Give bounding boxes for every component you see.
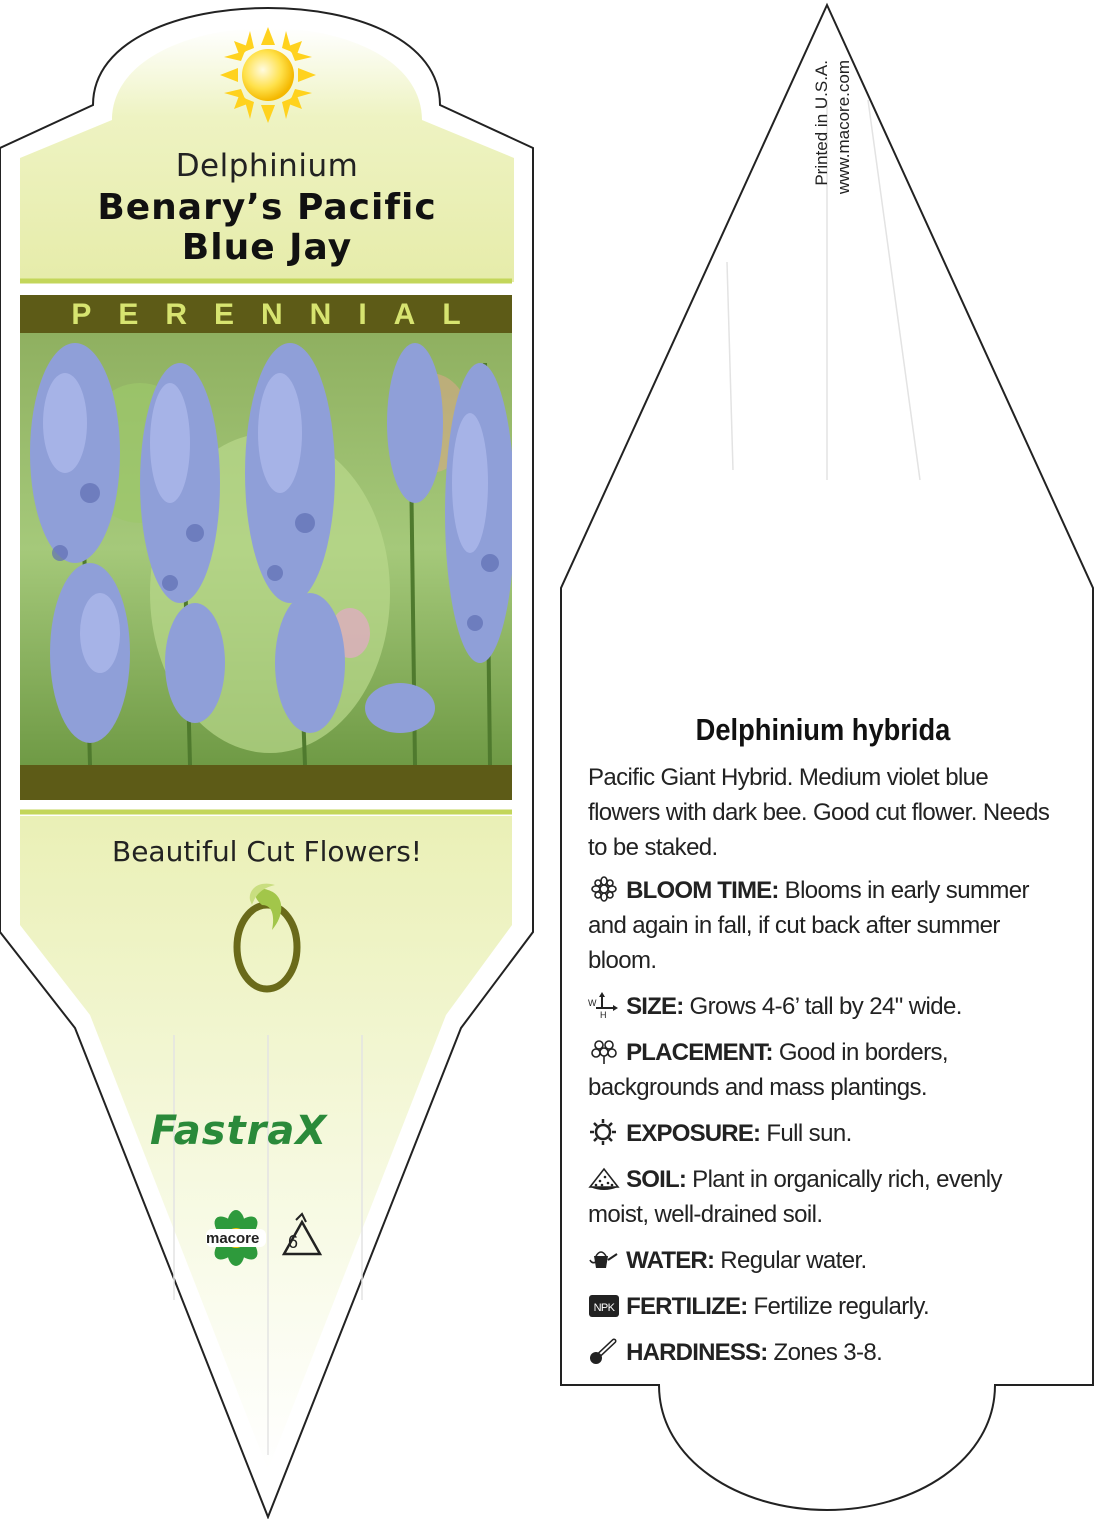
- size-icon-w: W: [588, 998, 596, 1008]
- front-genus: Delphinium: [175, 148, 359, 184]
- care-label: HARDINESS:: [626, 1339, 768, 1366]
- front-variety-name: [20, 188, 514, 268]
- category-label: PERENNIAL: [71, 298, 488, 331]
- size-icon: [588, 992, 620, 1018]
- care-exposure: [588, 1116, 1058, 1151]
- printed-in-text: Printed in U.S.A.: [812, 60, 831, 186]
- macore-logo-text: macore: [206, 1230, 260, 1247]
- care-label: FERTILIZE:: [626, 1293, 748, 1320]
- watering-can-icon: [588, 1246, 620, 1272]
- flower-icon: [588, 876, 620, 902]
- care-text: Zones 3-8.: [773, 1339, 883, 1366]
- thermometer-icon: [588, 1338, 620, 1364]
- care-bloom-time: [588, 873, 1058, 978]
- front-variety-line1: Benary’s Pacific: [97, 187, 437, 228]
- npk-icon: [588, 1292, 620, 1318]
- care-text: Fertilize regularly.: [753, 1293, 930, 1320]
- care-label: WATER:: [626, 1247, 715, 1274]
- care-label: PLACEMENT:: [626, 1039, 773, 1066]
- care-label: BLOOM TIME:: [626, 877, 779, 904]
- soil-icon: [588, 1165, 620, 1191]
- care-water: [588, 1243, 1058, 1278]
- care-fertilize: [588, 1289, 1058, 1324]
- flower-photo: [20, 333, 512, 765]
- front-tagline: Beautiful Cut Flowers!: [111, 835, 423, 868]
- npk-text: NPK: [593, 1302, 615, 1314]
- care-label: SIZE:: [626, 993, 684, 1020]
- care-label: EXPOSURE:: [626, 1120, 761, 1147]
- care-placement: [588, 1035, 1058, 1105]
- fastrax-brand: FastraX: [150, 1108, 328, 1154]
- care-size: [588, 989, 1058, 1024]
- recycle-code: 6: [288, 1232, 299, 1252]
- care-text: Good in borders, backgrounds and mass plantings.: [588, 1039, 948, 1101]
- care-label: SOIL:: [626, 1166, 687, 1193]
- care-hardiness: [588, 1335, 1058, 1370]
- sun-logo-icon: [220, 27, 316, 123]
- care-text: Regular water.: [720, 1247, 867, 1274]
- care-text: Full sun.: [766, 1120, 852, 1147]
- plant-description: Pacific Giant Hybrid. Medium violet blue flowers with dark bee. Good cut flower. Needs to be staked.: [588, 764, 1050, 861]
- care-text: Plant in organically rich, evenly moist, well-drained soil.: [588, 1166, 1002, 1228]
- botanical-name: Delphinium hybrida: [695, 712, 951, 747]
- photo-footer-band: [20, 765, 512, 800]
- care-text: Blooms in early summer and again in fall, if cut back after summer bloom.: [588, 877, 1029, 974]
- sun-icon: [588, 1119, 620, 1145]
- care-soil: [588, 1162, 1058, 1232]
- front-variety-line2: Blue Jay: [181, 227, 353, 268]
- care-text: Grows 4-6’ tall by 24" wide.: [689, 993, 962, 1020]
- back-panel: [588, 712, 1058, 1381]
- size-icon-h: H: [600, 1010, 606, 1018]
- placement-icon: [588, 1038, 620, 1064]
- website-text: www.macore.com: [834, 60, 853, 195]
